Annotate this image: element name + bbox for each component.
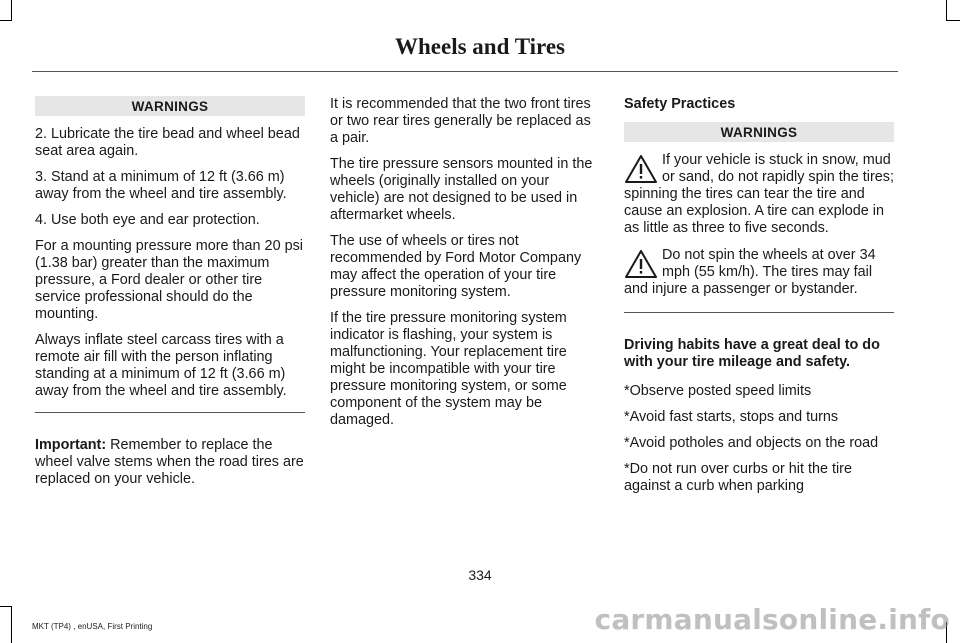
crop-mark	[946, 20, 960, 21]
warning-triangle-icon	[624, 154, 658, 184]
paragraph: Always inflate steel carcass tires with a remote air fill with the person inflating standing at a minimum of 12 ft (3.66 m) away from the wheel and tire assembly.	[35, 332, 287, 399]
paragraph: 3. Stand at a minimum of 12 ft (3.66 m) away from the wheel and tire assembly.	[35, 169, 287, 202]
list-item: *Observe posted speed limits	[624, 383, 812, 399]
warning-triangle-icon	[624, 249, 658, 279]
subsection-title: Driving habits have a great deal to do with your tire mileage and safety.	[624, 337, 880, 370]
list-item: *Do not run over curbs or hit the tire against a curb when parking	[624, 461, 852, 494]
paragraph: 2. Lubricate the tire bead and wheel bead seat area again.	[35, 126, 300, 159]
warning-item	[624, 247, 894, 298]
list-item: *Avoid potholes and objects on the road	[624, 435, 879, 451]
important-label: Important:	[35, 437, 107, 453]
section-title: Safety Practices	[624, 96, 736, 112]
paragraph: It is recommended that the two front tires or two rear tires generally be replaced as a pair.	[330, 96, 591, 146]
paragraph: If the tire pressure monitoring system indicator is flashing, your system is malfunctioning. Your replacement tire might be incompatible with your tire pressure monitoring system, or some component of the system may be damaged.	[330, 310, 567, 428]
paragraph: The use of wheels or tires not recommended by Ford Motor Company may affect the operation of your tire pressure monitoring system.	[330, 233, 582, 300]
page-title: Wheels and Tires	[395, 34, 565, 59]
warnings-heading: WARNINGS	[624, 122, 894, 142]
important-note	[35, 437, 305, 488]
print-info: MKT (TP4) , enUSA, First Printing	[32, 622, 153, 631]
warning-text: Do not spin the wheels at over 34 mph (55 km/h). The tires may fail and injure a passenger or bystander.	[624, 247, 876, 297]
crop-mark	[946, 0, 947, 20]
section-divider	[624, 312, 894, 313]
warnings-heading: WARNINGS	[35, 96, 305, 116]
crop-mark	[0, 606, 12, 607]
warning-text: If your vehicle is stuck in snow, mud or sand, do not rapidly spin the tires; spinning the tires can tear the tire and cause an explosion. A tire can explode in as little as three to five seconds.	[624, 152, 894, 236]
crop-mark	[11, 606, 12, 643]
paragraph: The tire pressure sensors mounted in the wheels (originally installed on your vehicle) are not designed to be used in aftermarket wheels.	[330, 156, 593, 223]
column-middle	[330, 96, 602, 438]
list-item: *Avoid fast starts, stops and turns	[624, 409, 839, 425]
crop-mark	[11, 0, 12, 20]
column-right	[624, 96, 894, 504]
watermark: carmanualsonline.info	[594, 603, 950, 636]
section-divider	[35, 412, 305, 413]
column-left	[35, 96, 305, 497]
crop-mark	[0, 20, 12, 21]
important-text: Remember to replace the wheel valve stems when the road tires are replaced on your vehicle.	[35, 437, 304, 487]
page-number: 334	[468, 567, 492, 583]
warning-item	[624, 152, 894, 237]
header-divider	[32, 71, 898, 72]
paragraph: For a mounting pressure more than 20 psi (1.38 bar) greater than the maximum pressure, a Ford dealer or other tire service professional should do the mounting.	[35, 238, 303, 322]
paragraph: 4. Use both eye and ear protection.	[35, 212, 260, 228]
